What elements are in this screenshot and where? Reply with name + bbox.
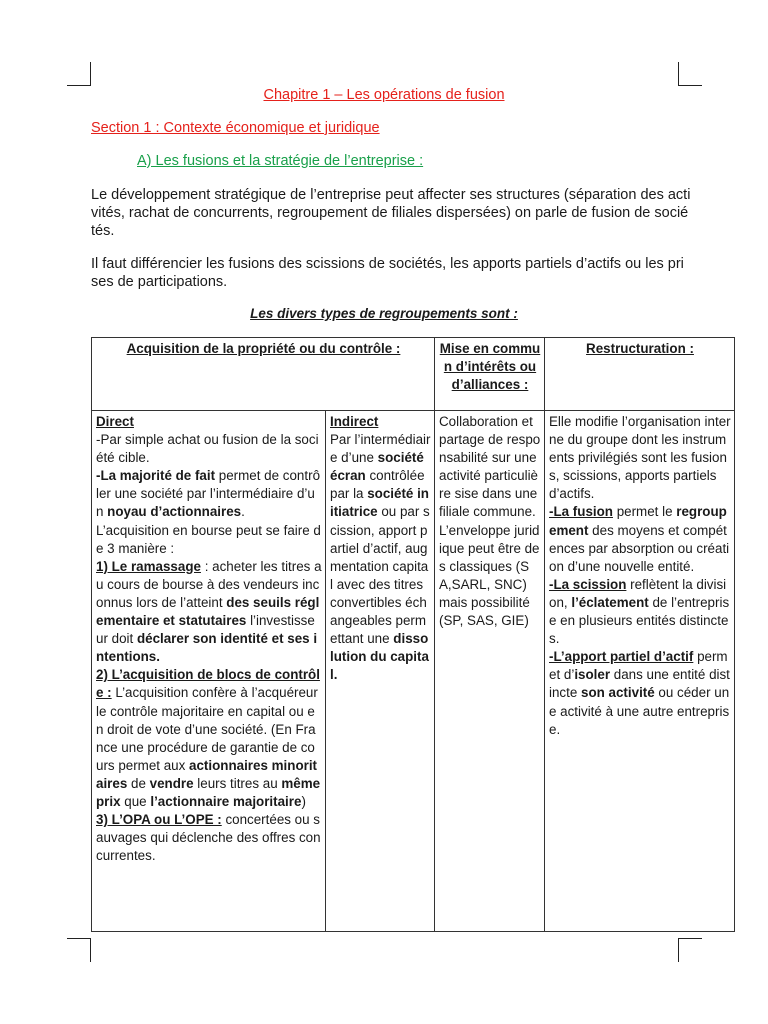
paragraph-differences: Il faut différencier les fusions des scissions de sociétés, les apports partiels d’actifs ou les prises de participations.: [91, 256, 684, 290]
chapter-title: Chapitre 1 – Les opérations de fusion: [263, 87, 505, 103]
restructuration-text: Elle modifie l’organisation interne du groupe dont les instruments privilégiés sont les fusions, scissions, apports partiels d’actifs.: [549, 414, 731, 502]
direct-text: -Par simple achat ou fusion de la société cible.: [96, 432, 319, 466]
direct-text: concertées ou sauvages qui déclenche des offres concurrentes.: [96, 812, 321, 864]
indirect-bold: société initiatrice: [330, 486, 429, 520]
restructuration-text: permet le: [612, 504, 677, 520]
direct-text: : acheter les titres au cours de bourse à des vendeurs inconnus lors de l’atteint: [96, 558, 322, 610]
restructuration-bold: regroupement: [549, 504, 727, 538]
header-acquisition: Acquisition de la propriété ou du contrôle :: [92, 338, 435, 411]
direct-bold: actionnaires minoritaires: [96, 757, 318, 791]
direct-bold: déclarer son identité et ses intentions.: [96, 631, 318, 665]
restructuration-heading-scission: -La scission: [549, 576, 627, 592]
restructuration-heading-apport: -L’apport partiel d’actif: [549, 649, 694, 665]
direct-bold: -La majorité de fait: [96, 468, 216, 484]
direct-heading-ramassage: 1) Le ramassage: [96, 558, 201, 574]
restructuration-text: ou céder une activité à une autre entreprise.: [549, 685, 730, 737]
direct-bold: vendre: [149, 775, 194, 791]
restructuration-bold: l’éclatement: [571, 594, 649, 610]
direct-bold: noyau d’actionnaires: [107, 504, 242, 520]
direct-text: ): [301, 793, 306, 809]
direct-text: leurs titres au: [193, 775, 282, 791]
indirect-bold: dissolution du capital.: [330, 631, 429, 683]
section-title: Section 1 : Contexte économique et juridique: [91, 120, 380, 136]
direct-text: .: [241, 504, 245, 520]
crop-mark-top-right-h: [678, 85, 702, 86]
cell-mise-en-commun: [435, 411, 545, 932]
cell-restructuration: [545, 411, 735, 932]
mise-text: L’enveloppe juridique peut être des classiques (SA,SARL, SNC) mais possibilité (SP, SAS, GIE): [439, 522, 540, 629]
crop-mark-bottom-left-h: [67, 938, 91, 939]
crop-mark-top-right: [678, 62, 679, 86]
cell-indirect: [326, 411, 435, 932]
indirect-text: Par l’intermédiaire d’une: [330, 432, 431, 466]
restructuration-text: dans une entité distincte: [549, 667, 730, 701]
direct-title: Direct: [96, 414, 134, 429]
direct-text: permet de contrôler une société par l’intermédiaire d’un: [96, 468, 321, 520]
direct-heading-opa: 3) L’OPA ou L’OPE :: [96, 812, 222, 828]
restructuration-bold: isoler: [574, 667, 611, 683]
direct-text: de: [127, 775, 150, 791]
regroupements-table: [91, 337, 735, 932]
indirect-text: contrôlée par la: [330, 468, 425, 502]
restructuration-heading-fusion: -La fusion: [549, 504, 613, 520]
mise-text: Collaboration et partage de responsabilité sur une activité particulière sise dans une filiale commune.: [439, 414, 541, 520]
crop-mark-top-left: [90, 62, 91, 86]
crop-mark-bottom-right-h: [678, 938, 702, 939]
direct-bold: même prix: [96, 775, 321, 809]
cell-direct: [92, 411, 326, 932]
restructuration-text: reflètent la division,: [549, 576, 727, 610]
direct-text: l’investisseur doit: [96, 613, 315, 647]
paragraph-strategy: Le développement stratégique de l’entreprise peut affecter ses structures (séparation des activités, rachat de concurrents, regroupement de filiales dispersées) on parle de fusion de sociétés.: [91, 187, 691, 239]
header-restructuration: Restructuration :: [545, 338, 735, 411]
direct-text: que: [120, 793, 151, 809]
indirect-bold: société écran: [330, 450, 424, 484]
crop-mark-top-left-h: [67, 85, 91, 86]
subsection-title: A) Les fusions et la stratégie de l’entreprise :: [137, 153, 424, 169]
direct-heading-blocs: 2) L’acquisition de blocs de contrôle :: [96, 667, 320, 701]
header-mise-en-commun: Mise en commun d’intérêts ou d’alliances :: [435, 338, 545, 411]
table-title: Les divers types de regroupements sont :: [250, 306, 518, 321]
crop-mark-bottom-right: [678, 938, 679, 962]
indirect-text: ou par scission, apport partiel d’actif, augmentation capital avec des titres convertibles échangeables permettant une: [330, 504, 430, 647]
restructuration-text: des moyens et compétences par absorption ou création d’une nouvelle entité.: [549, 522, 730, 574]
direct-bold: des seuils réglementaire et statutaires: [96, 594, 320, 629]
indirect-title: Indirect: [330, 414, 379, 429]
restructuration-bold: son activité: [581, 685, 655, 701]
restructuration-text: de l’entreprise en plusieurs entités distinctes.: [549, 594, 730, 647]
crop-mark-bottom-left: [90, 938, 91, 962]
direct-text: L’acquisition confère à l’acquéreur le contrôle majoritaire en capital ou en droit de vote d’une société. (En France une procédure de garantie de cours permet aux: [96, 685, 318, 773]
table-body-row: [92, 411, 735, 932]
direct-bold: l’actionnaire majoritaire: [150, 793, 302, 809]
table-header-row: [92, 338, 735, 411]
restructuration-text: permet d’: [549, 649, 728, 683]
direct-text: L’acquisition en bourse peut se faire de 3 manière :: [96, 522, 321, 556]
